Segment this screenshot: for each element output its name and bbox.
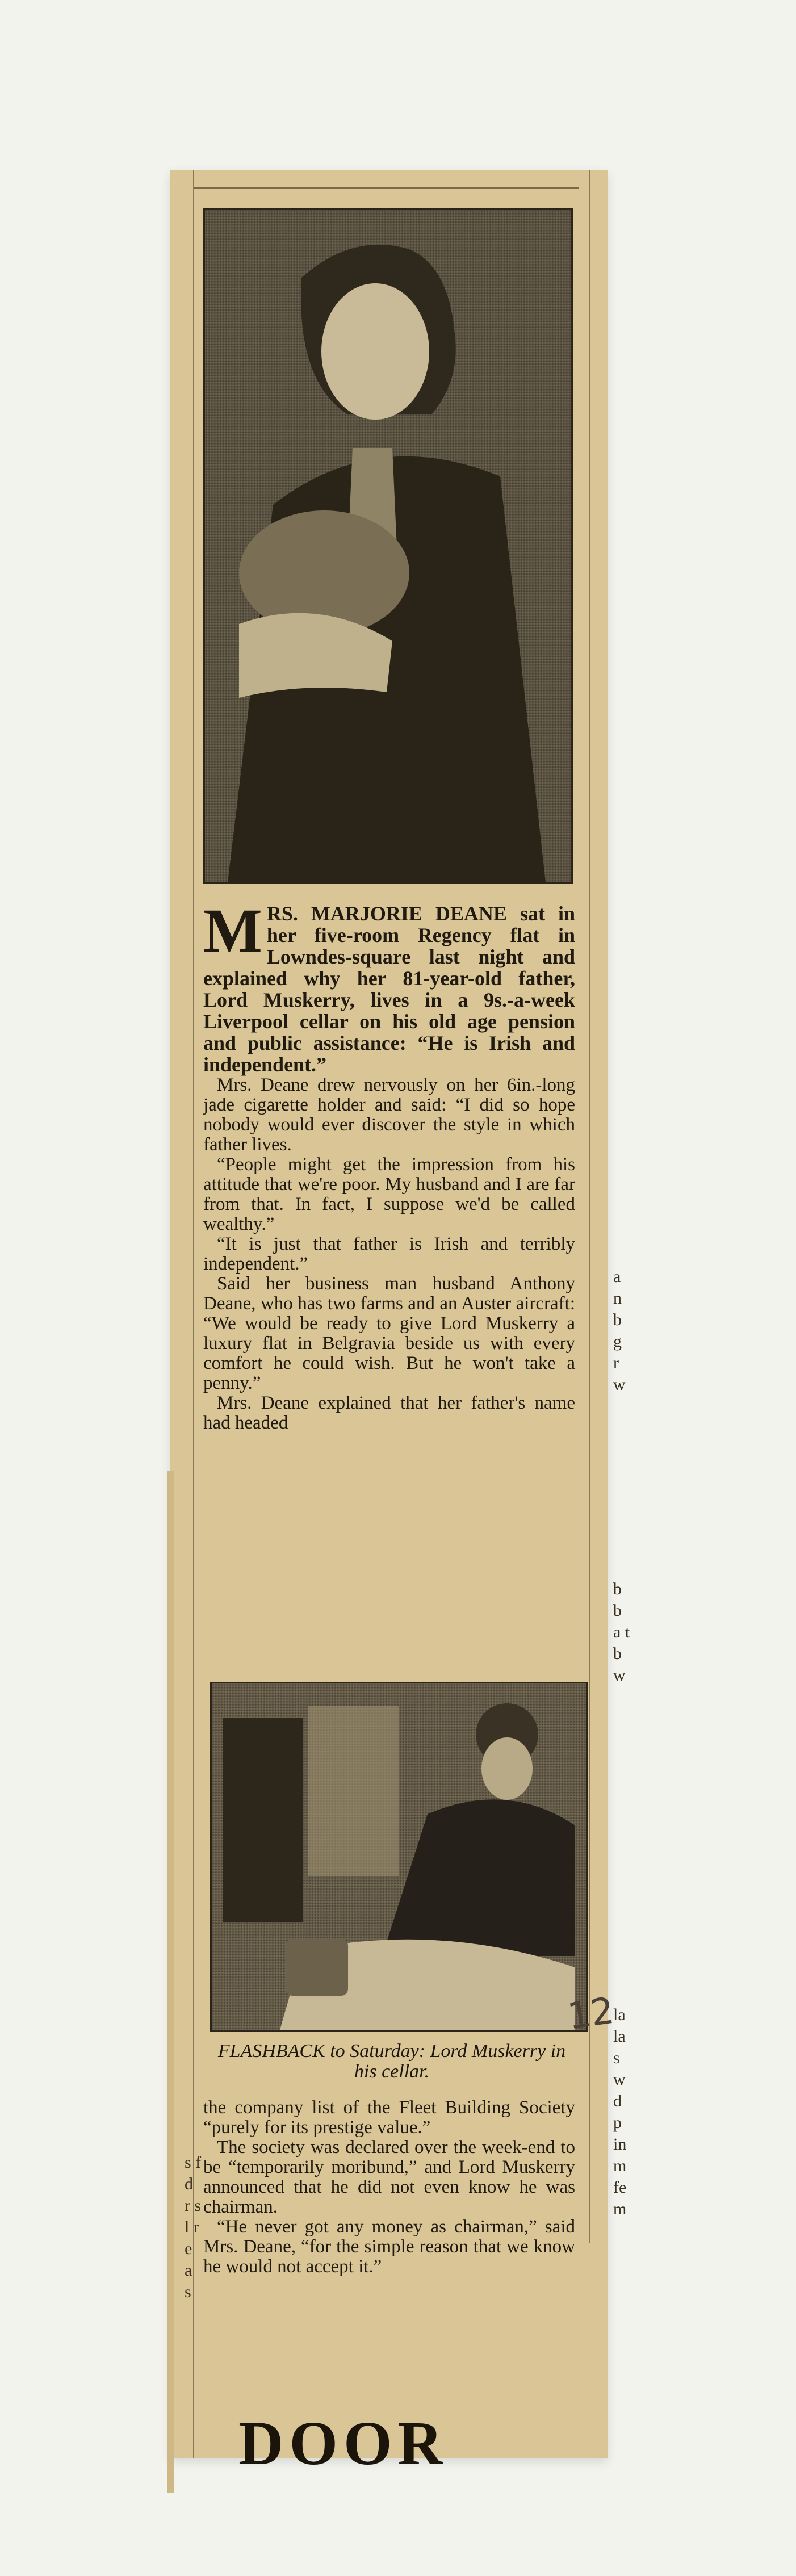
right-column-fragment: a n b g r w (613, 1267, 626, 1394)
drop-cap: M (203, 896, 262, 965)
cellar-photo-lord-muskerry (210, 1682, 588, 2032)
right-column-rule (589, 170, 590, 2243)
article-paragraph: “People might get the impression from his attitude that we're poor. My husband and I are far from that. In fact, I suppose we'd be called wealthy.” (203, 1154, 575, 1234)
left-column-fragment: s f d r s l r e a s (185, 2153, 202, 2301)
newspaper-clipping (170, 170, 630, 2478)
article-paragraph: Mrs. Deane explained that her father's name had headed (203, 1393, 575, 1433)
top-rule (193, 187, 579, 189)
article-lead-paragraph: RS. MARJORIE DEANE sat in her five-room Regency flat in Lowndes-square last night and explained why her 81-year-old father, Lord Muskerry, lives in a 9s.-a-week Liverpool cellar on his old age pension and public assistance: “He is Irish and independent.” (203, 902, 575, 1076)
article-continuation (203, 2098, 575, 2277)
article-paragraph: “It is just that father is Irish and terribly independent.” (203, 1234, 575, 1274)
handwritten-mark: 12 (565, 1989, 617, 2038)
article-lead-block (203, 896, 575, 1433)
portrait-photo-woman-with-dog (203, 208, 573, 884)
article-paragraph: Said her business man husband Anthony Deane, who has two farms and an Auster aircraft: “We would be ready to give Lord Muskerry a luxury flat in Belgravia beside us with every comfort he could wish. But he won't take a penny.” (203, 1274, 575, 1393)
article-paragraph: “He never got any money as chairman,” said Mrs. Deane, “for the simple reason that we know he would not accept it.” (203, 2217, 575, 2277)
torn-edge (167, 1471, 174, 2493)
right-column-fragment: la la s w d p in m fe m (613, 2005, 627, 2218)
clipping-column (185, 170, 630, 2478)
next-headline-fragment: DOOR (238, 2409, 449, 2478)
article-paragraph: The society was declared over the week-end to be “temporarily moribund,” and Lord Muskerry announced that he did not even know he was chairman. (203, 2137, 575, 2217)
right-column-fragment: b b a t b w (613, 1580, 630, 1685)
left-column-rule (193, 170, 194, 2458)
portrait-illustration (205, 210, 571, 882)
article-paragraph: the company list of the Fleet Building Society “purely for its prestige value.” (203, 2097, 575, 2138)
cellar-illustration (212, 1683, 586, 2030)
article-paragraph: Mrs. Deane drew nervously on her 6in.-long jade cigarette holder and said: “I did so hope nobody would ever discover the style in which father lives. (203, 1075, 575, 1155)
photo-caption: FLASHBACK to Saturday: Lord Muskerry in his cellar. (217, 2041, 566, 2082)
